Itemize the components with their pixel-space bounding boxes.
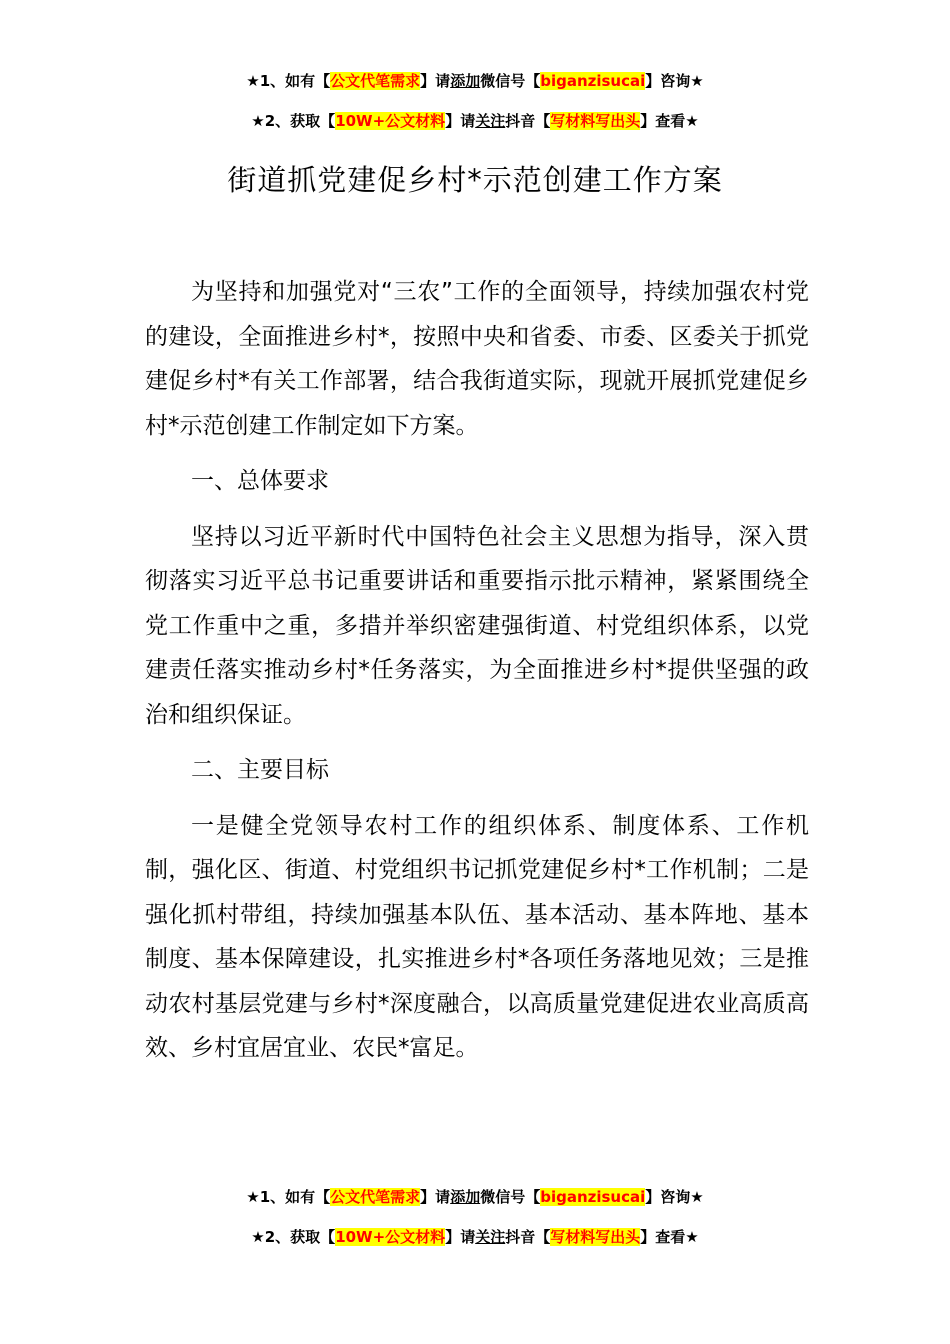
banner-highlight: 写材料写出头	[550, 112, 641, 130]
banner-text: 微信号【	[480, 1188, 541, 1206]
banner-underlined-text: 关注	[475, 1228, 506, 1246]
banner-underlined-text: 添加	[450, 1188, 481, 1206]
banner-text: ★1、如有【	[246, 1188, 331, 1206]
section-heading-main-goals: 二、主要目标	[191, 757, 329, 783]
banner-underlined-text: 关注	[475, 112, 506, 130]
banner-text: 】咨询★	[645, 72, 704, 90]
banner-text: 抖音【	[505, 1228, 551, 1246]
banner-text: 微信号【	[480, 72, 541, 90]
banner-highlight: 10W+公文材料	[335, 1228, 446, 1246]
banner-highlight: 写材料写出头	[550, 1228, 641, 1246]
header-banner-line-2	[0, 111, 950, 131]
section-paragraph-main-goals: 一是健全党领导农村工作的组织体系、制度体系、工作机制，强化区、街道、村党组织书记抓党建促乡村*工作机制；二是强化抓村带组，持续加强基本队伍、基本活动、基本阵地、基本制度、基本保障建设，扎实推进乡村*各项任务落地见效；三是推动农村基层党建与乡村*深度融合，以高质量党建促进农业高质高效、乡村宜居宜业、农民*富足。	[145, 812, 809, 1061]
banner-underlined-text: 添加	[450, 72, 481, 90]
section-heading-general-requirements: 一、总体要求	[191, 468, 329, 494]
footer-banner-line-2	[0, 1227, 950, 1247]
banner-text: 】查看★	[640, 1228, 699, 1246]
header-banner-line-1	[0, 71, 950, 91]
banner-text: ★1、如有【	[246, 72, 331, 90]
banner-text: 】请	[420, 1188, 451, 1206]
banner-highlight: 公文代笔需求	[330, 72, 421, 90]
intro-paragraph: 为坚持和加强党对“三农”工作的全面领导，持续加强农村党的建设，全面推进乡村*，按照中央和省委、市委、区委关于抓党建促乡村*有关工作部署，结合我街道实际，现就开展抓党建促乡村*示范创建工作制定如下方案。	[145, 279, 809, 439]
banner-text: 】请	[445, 112, 476, 130]
banner-text: 抖音【	[505, 112, 551, 130]
banner-highlight: 10W+公文材料	[335, 112, 446, 130]
banner-text: 】请	[445, 1228, 476, 1246]
footer-banner-line-1	[0, 1187, 950, 1207]
banner-highlight: biganzisucai	[540, 72, 646, 90]
banner-text: ★2、获取【	[251, 112, 336, 130]
banner-text: ★2、获取【	[251, 1228, 336, 1246]
banner-highlight: biganzisucai	[540, 1188, 646, 1206]
banner-text: 】请	[420, 72, 451, 90]
banner-text: 】查看★	[640, 112, 699, 130]
section-paragraph-general-requirements: 坚持以习近平新时代中国特色社会主义思想为指导，深入贯彻落实习近平总书记重要讲话和重要指示批示精神，紧紧围绕全党工作重中之重，多措并举织密建强街道、村党组织体系，以党建责任落实推动乡村*任务落实，为全面推进乡村*提供坚强的政治和组织保证。	[145, 523, 809, 728]
document-body	[145, 270, 809, 1082]
banner-highlight: 公文代笔需求	[330, 1188, 421, 1206]
banner-text: 】咨询★	[645, 1188, 704, 1206]
document-title: 街道抓党建促乡村*示范创建工作方案	[227, 163, 723, 197]
